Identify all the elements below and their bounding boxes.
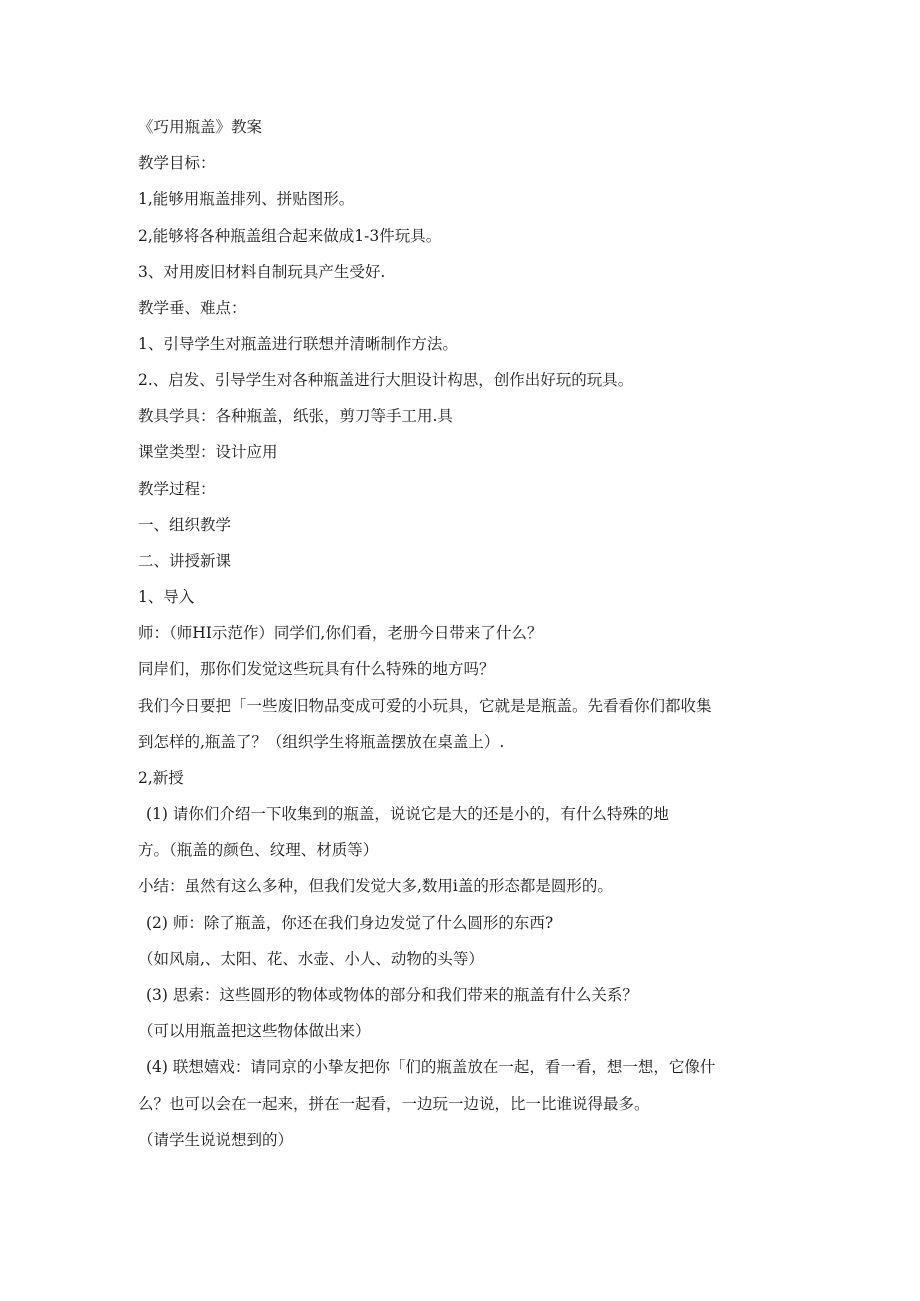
section-heading-objectives: 教学目标： <box>138 154 216 172</box>
subsection-new-lesson: 2,新授 <box>138 769 184 787</box>
item-4: (4) 联想嬉戏：请同京的小挚友把你「们的瓶盖放在一起，看一看，想一想，它像什 <box>146 1058 716 1076</box>
objective-1: 1,能够用瓶盖排列、拼贴图形。 <box>138 190 355 208</box>
objective-3: 3、对用废旧材料自制玩具产生受好. <box>138 263 386 281</box>
paragraph-line: 么？也可以会在一起来，拼在一起看，一边玩一边说，比一比谁说得最多。 <box>138 1095 650 1113</box>
document-title: 《巧用瓶盖》教案 <box>138 118 263 136</box>
key-point-1: 1、引导学生对瓶盖进行联想并清晰制作方法。 <box>138 335 458 353</box>
section-heading-process: 教学过程： <box>138 480 216 498</box>
section-heading-key-points: 教学垂、难点： <box>138 299 247 317</box>
paragraph-line: （如风扇,、太阳、花、水壶、小人、动物的头等） <box>138 950 484 968</box>
teaching-materials: 教具学具：各种瓶盖，纸张，剪刀等手工用.具 <box>138 407 453 425</box>
paragraph-line: 方。（瓶盖的颜色、纹理、材质等） <box>138 841 379 859</box>
lesson-type: 课堂类型：设计应用 <box>138 443 278 461</box>
item-2: (2) 师：除了瓶盖，你还在我们身边发觉了什么圆形的东西? <box>146 914 554 932</box>
paragraph-line: 到怎样的,瓶盖了？（组织学生将瓶盖摆放在桌盖上）. <box>138 733 505 751</box>
objective-2: 2,能够将各种瓶盖组合起来做成1-3件玩具。 <box>138 227 442 245</box>
process-step-2: 二、讲授新课 <box>138 552 232 570</box>
item-1: (1) 请你们介绍一下收集到的瓶盖，说说它是大的还是小的，有什么特殊的地 <box>146 805 669 823</box>
key-point-2: 2.、启发、引导学生对各种瓶盖进行大胆设计构思，创作出好玩的玩具。 <box>138 371 634 389</box>
paragraph-line: 我们今日要把「一些废旧物品变成可爱的小玩具，它就是是瓶盖。先看看你们都收集 <box>138 697 712 715</box>
process-step-1: 一、组织教学 <box>138 516 232 534</box>
paragraph-line: （请学生说说想到的） <box>138 1131 294 1149</box>
item-3: (3) 思索：这些圆形的物体或物体的部分和我们带来的瓶盖有什么关系？ <box>146 986 638 1004</box>
subsection-intro: 1、导入 <box>138 588 195 606</box>
paragraph-line: 小结：虽然有这么多种，但我们发觉大多,数用i盖的形态都是圆形的。 <box>138 877 613 895</box>
paragraph-line: 师：（师HI示范作）同学们,你们看，老册今日带来了什么？ <box>138 624 543 642</box>
paragraph-line: 同岸们，那你们发觉这些玩具有什么特殊的地方吗？ <box>138 660 495 678</box>
paragraph-line: （可以用瓶盖把这些物体做出来） <box>138 1022 371 1040</box>
